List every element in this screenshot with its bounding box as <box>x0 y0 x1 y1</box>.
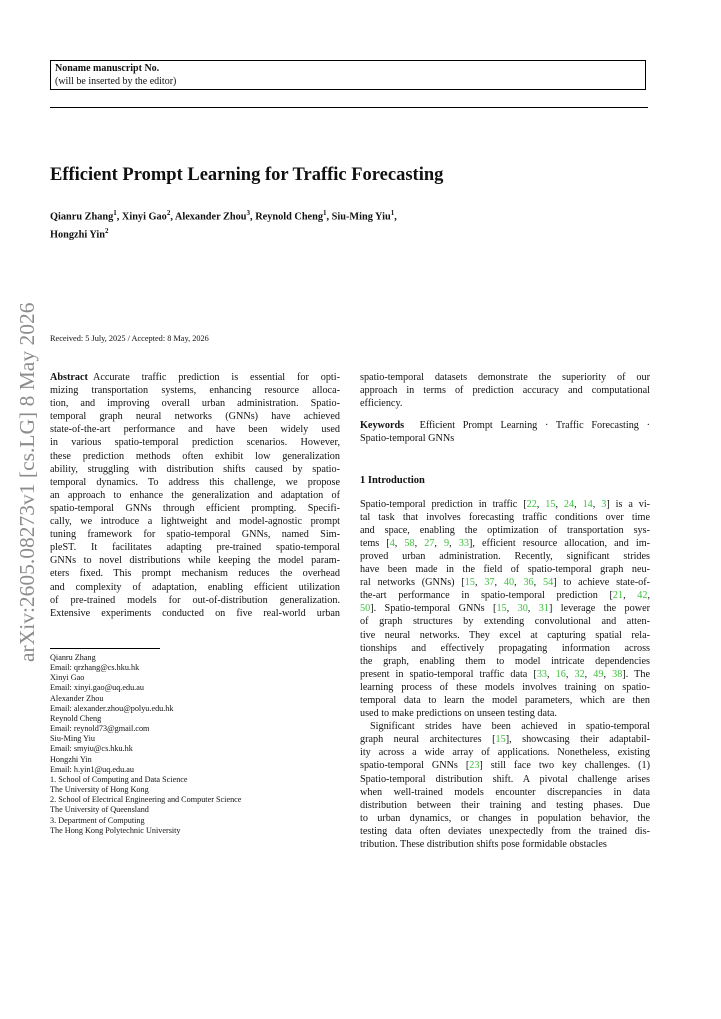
author-line-1: Qianru Zhang$^1$, Xinyi Gao$^2$, Alexander Zhou$^3$, Reynold Cheng$^1$, Siu-Ming Yiu$^1$, <box>50 209 397 223</box>
paragraph-text: tems [ <box>360 537 390 549</box>
keywords-line-1 <box>360 419 650 432</box>
paragraph-text: , <box>506 603 518 615</box>
paragraph-text: ] still face two key challenges. (1) <box>479 760 650 772</box>
author-name: Reynold Cheng <box>255 211 323 223</box>
paragraph-text: , <box>394 537 405 549</box>
paragraph-text: ] leverage the power <box>548 603 650 615</box>
abstract <box>50 371 340 620</box>
abstract-line: these prediction methods often exhibit low generalization <box>50 450 340 462</box>
citation-link: 42 <box>637 590 648 602</box>
header-rule <box>50 107 648 108</box>
citation-link: 38 <box>612 668 623 680</box>
footnote-line: Xinyi Gao <box>50 673 85 683</box>
paragraph-text: the-art performance in spatio-temporal prediction [ <box>360 590 613 602</box>
paragraph-line <box>360 681 650 694</box>
paragraph-text: ] to achieve state-of- <box>553 577 650 589</box>
citation-link: 24 <box>563 498 575 510</box>
citation-link: 15 <box>464 577 475 589</box>
paragraph-text: when well-trained models encounter discrepancies in data <box>360 786 650 798</box>
footnote-line: Email: alexander.zhou@polyu.edu.hk <box>50 703 174 713</box>
paragraph-line <box>360 733 650 746</box>
citation-link: 27 <box>424 537 435 549</box>
paragraph-line <box>360 615 650 628</box>
author-list <box>50 206 610 243</box>
paragraph-text: , <box>574 498 583 510</box>
keywords-line-2: Spatio-temporal GNNs <box>360 433 455 445</box>
abstract-line: spatio-temporal GNNs through efficient prompting. Specifi- <box>50 502 340 514</box>
paragraph-text: Spatio-temporal distribution shift. A pivotal challenge arises <box>360 773 650 785</box>
paragraph-text: ], efficient resource allocation, and im- <box>468 537 650 549</box>
footnote-line: Email: qrzhang@cs.hku.hk <box>50 663 140 673</box>
citation-link: 58 <box>404 537 415 549</box>
abstract-line: temporal dynamics. To address this challenge, we propose <box>50 476 340 488</box>
paragraph-line <box>360 589 650 602</box>
arxiv-identifier: arXiv:2605.08273v1 [cs.LG] 8 May 2026 <box>15 302 39 662</box>
paragraph-text: , <box>474 577 485 589</box>
abstract-line: an approach to enhance the generalization and adaptation of <box>50 489 340 501</box>
abstract-text: Accurate traffic prediction is essential for opti- <box>93 372 340 383</box>
paragraph-text: , <box>592 498 602 510</box>
left-column <box>50 371 340 620</box>
paragraph-text: ], showcasing their adaptabil- <box>505 734 650 746</box>
citation-link: 15 <box>495 734 506 746</box>
footnote-line: The University of Hong Kong <box>50 785 149 795</box>
citation-link: 54 <box>543 577 554 589</box>
paragraph-text: Significant strides have been achieved in spatio-temporal <box>370 721 650 733</box>
paragraph-text: , <box>555 498 564 510</box>
paragraph-text: spatio-temporal GNNs [ <box>360 760 470 772</box>
paragraph-text: graph neural architectures [ <box>360 734 496 746</box>
paragraph-line <box>360 720 650 733</box>
author-name: Hongzhi Yin <box>50 229 106 241</box>
citation-link: 15 <box>545 498 556 510</box>
paragraph-text: distribution between their training and testing phases. Due <box>360 799 650 811</box>
citation-link: 4 <box>389 537 395 549</box>
manuscript-number: Noname manuscript No. <box>55 63 160 74</box>
abstract-line: cally, we introduce a lightweight and model-agnostic prompt <box>50 516 340 528</box>
paragraph-line <box>360 786 650 799</box>
paragraph-text: tive neural networks. They excel at capturing spatial rela- <box>360 629 650 641</box>
abstract-line: in various spatio-temporal prediction scenarios. However, <box>50 437 340 449</box>
citation-link: 3 <box>601 498 607 510</box>
section-heading-introduction: 1 Introduction <box>360 475 425 487</box>
footnote-line: Email: xinyi.gao@uq.edu.au <box>50 683 144 693</box>
paper-title: Efficient Prompt Learning for Traffic Forecasting <box>50 165 444 185</box>
footnote-line: Email: smyiu@cs.hku.hk <box>50 744 133 754</box>
right-column <box>360 371 650 851</box>
abstract-line: pleST. It facilitates adapting pre-trained spatio-temporal <box>50 542 340 554</box>
citation-link: 14 <box>582 498 593 510</box>
paragraph-text: proved urban administration. Recently, significant strides <box>360 550 650 562</box>
abstract-line: approach in terms of prediction accuracy and computational <box>360 385 650 397</box>
paragraph-text: temporal data to learn the model parameters, which are then <box>360 694 650 706</box>
citation-link: 22 <box>526 498 537 510</box>
paragraph-text: , <box>536 498 546 510</box>
author-affiliation-mark: 1 <box>113 209 117 217</box>
paragraph-text: of graph structures by extending convolutional and atten- <box>360 616 650 628</box>
citation-link: 9 <box>444 537 450 549</box>
paragraph-text: tal task that involves forecasting traffic conditions over time <box>360 511 650 523</box>
footnote-line: The Hong Kong Polytechnic University <box>50 825 181 835</box>
footnote-rule <box>50 648 160 649</box>
abstract-line: of pre-trained models for out-of-distribution generalization. <box>50 594 340 606</box>
author-name: Alexander Zhou <box>174 211 247 223</box>
citation-link: 16 <box>555 668 566 680</box>
footnote-line: Email: h.yin1@uq.edu.au <box>50 764 134 774</box>
abstract-line <box>50 371 340 384</box>
paragraph-text: present in spatio-temporal traffic data [ <box>360 668 537 680</box>
abstract-line: state-of-the-art performance and have been widely used <box>50 424 340 436</box>
footnote-line: Email: reynold73@gmail.com <box>50 724 150 734</box>
paragraph-text: , <box>603 668 613 680</box>
paragraph-text: have been made in the field of spatio-temporal graph neu- <box>360 564 650 576</box>
citation-link: 15 <box>496 603 507 615</box>
paragraph-text: , <box>547 668 556 680</box>
abstract-line: tuning framework for spatio-temporal GNNs, named Sim- <box>50 529 340 541</box>
abstract-line: eters fixed. This prompt mechanism reduces the overhead <box>50 568 340 580</box>
paragraph-text: , <box>494 577 504 589</box>
abstract-continuation <box>360 371 650 410</box>
footnote-line: 1. School of Computing and Data Science <box>50 774 188 784</box>
paragraph-line <box>360 668 650 681</box>
paragraph-line <box>360 537 650 550</box>
paragraph-text: tribution. These distribution shifts pose formidable obstacles <box>360 839 607 850</box>
paragraph-text: , <box>527 603 539 615</box>
footnote-line: Hongzhi Yin <box>50 754 92 764</box>
paragraph-text: , <box>414 537 425 549</box>
keywords-text: Efficient Prompt Learning · Traffic Forecasting · <box>419 420 650 432</box>
paragraph-text: and space, enabling the optimization of transportation sys- <box>360 524 650 536</box>
citation-link: 31 <box>538 603 549 615</box>
paragraph-text: ity across a wide array of applications. Nonetheless, existing <box>360 747 650 759</box>
author-affiliations-footnote <box>50 653 340 836</box>
paragraph-line <box>360 825 650 838</box>
paragraph-line <box>360 576 650 589</box>
paragraph-text: ral networks (GNNs) [ <box>360 577 465 589</box>
citation-link: 37 <box>484 577 495 589</box>
paragraph-line <box>360 838 650 851</box>
paragraph-line <box>360 812 650 825</box>
paragraph-text: , <box>533 577 544 589</box>
citation-link: 30 <box>517 603 528 615</box>
paragraph-line <box>360 799 650 812</box>
citation-link: 33 <box>458 537 469 549</box>
abstract-line: and complexity of adaptation, enabling efficient utilization <box>50 581 340 593</box>
paragraph-text: ] is a vi- <box>606 498 650 510</box>
paragraph-line <box>360 498 650 511</box>
paragraph-text: ]. The <box>622 668 650 680</box>
paragraph-line <box>360 563 650 576</box>
author-name: Qianru Zhang <box>50 211 114 223</box>
paragraph-text: ]. Spatio-temporal GNNs [ <box>370 603 497 615</box>
paragraph-line <box>360 511 650 524</box>
paragraph-line <box>360 629 650 642</box>
abstract-line: mizing transportation systems, enhancing resource alloca- <box>50 385 340 397</box>
footnote-line: Reynold Cheng <box>50 713 102 723</box>
paragraph-text: Spatio-temporal prediction in traffic [ <box>360 498 527 510</box>
introduction-paragraph-2 <box>360 720 650 851</box>
footnote-line: The University of Queensland <box>50 805 149 815</box>
paragraph-text: used to make predictions on unseen testing data. <box>360 708 557 720</box>
keywords-label: Keywords <box>360 420 405 432</box>
author-affiliation-mark: 2 <box>105 227 109 236</box>
paragraph-text: learning process of these models involves training on spatio- <box>360 681 650 693</box>
footnote-line: Alexander Zhou <box>50 693 104 703</box>
paragraph-text: to urban dynamics, or changes in population behavior, the <box>360 812 650 824</box>
author-line-2 <box>50 224 610 242</box>
abstract-line: ability, struggling with distribution shifts caused by spatio- <box>50 463 340 475</box>
author-affiliation-mark: 3 <box>246 209 251 217</box>
paragraph-text: , <box>514 577 524 589</box>
footnote-line: 3. Department of Computing <box>50 815 145 825</box>
paragraph-line <box>360 524 650 537</box>
author-affiliation-mark: 2 <box>166 209 171 217</box>
paragraph-text: tionships and effectively propagating information across <box>360 642 650 654</box>
citation-link: 21 <box>612 590 624 602</box>
paragraph-line <box>360 550 650 563</box>
abstract-label: Abstract <box>50 372 88 383</box>
author-affiliation-mark: 1 <box>390 209 395 217</box>
paragraph-line <box>360 746 650 759</box>
paragraph-text: , <box>434 537 445 549</box>
manuscript-box <box>50 60 646 90</box>
paragraph-text: , <box>647 590 650 602</box>
citation-link: 50 <box>360 603 371 615</box>
citation-link: 49 <box>593 668 604 680</box>
abstract-line: Extensive experiments conducted on five real-world urban <box>50 607 340 619</box>
paragraph-text: , <box>565 668 575 680</box>
paragraph-line <box>360 759 650 772</box>
abstract-line: spatio-temporal datasets demonstrate the superiority of our <box>360 372 650 383</box>
received-dates: Received: 5 July, 2025 / Accepted: 8 May, 2026 <box>50 334 209 343</box>
paragraph-text: , <box>584 668 594 680</box>
footnote-line: Siu-Ming Yiu <box>50 734 95 744</box>
paragraph-line <box>360 694 650 707</box>
paragraph-line <box>360 642 650 655</box>
paragraph-line <box>360 602 650 615</box>
citation-link: 40 <box>503 577 515 589</box>
introduction-paragraph-1 <box>360 498 650 721</box>
citation-link: 32 <box>574 668 585 680</box>
citation-link: 23 <box>469 760 480 772</box>
author-name: Siu-Ming Yiu <box>331 211 391 223</box>
abstract-line: temporal graph neural networks (GNNs) have achieved <box>50 411 340 423</box>
paragraph-line <box>360 655 650 668</box>
citation-link: 36 <box>523 577 534 589</box>
author-affiliation-mark: 1 <box>323 209 327 217</box>
paragraph-line <box>360 707 650 720</box>
paragraph-text: , <box>623 590 638 602</box>
author-name: Xinyi Gao <box>121 211 167 223</box>
paragraph-text: the graph, enabling them to model intricate dependencies <box>360 655 650 667</box>
citation-link: 33 <box>536 668 547 680</box>
abstract-line: efficiency. <box>360 398 403 410</box>
paragraph-text: testing data often deviates unexpectedly from the trained dis- <box>360 825 650 837</box>
abstract-line: GNNs to novel distributions while keeping the model param- <box>50 555 340 567</box>
footnote-line: Qianru Zhang <box>50 653 96 662</box>
paragraph-text: , <box>449 537 459 549</box>
footnote-line: 2. School of Electrical Engineering and Computer Science <box>50 795 242 805</box>
manuscript-note: (will be inserted by the editor) <box>55 75 177 87</box>
paragraph-line <box>360 773 650 786</box>
abstract-line: tion, and improving overall urban administration. Spatio- <box>50 398 340 410</box>
